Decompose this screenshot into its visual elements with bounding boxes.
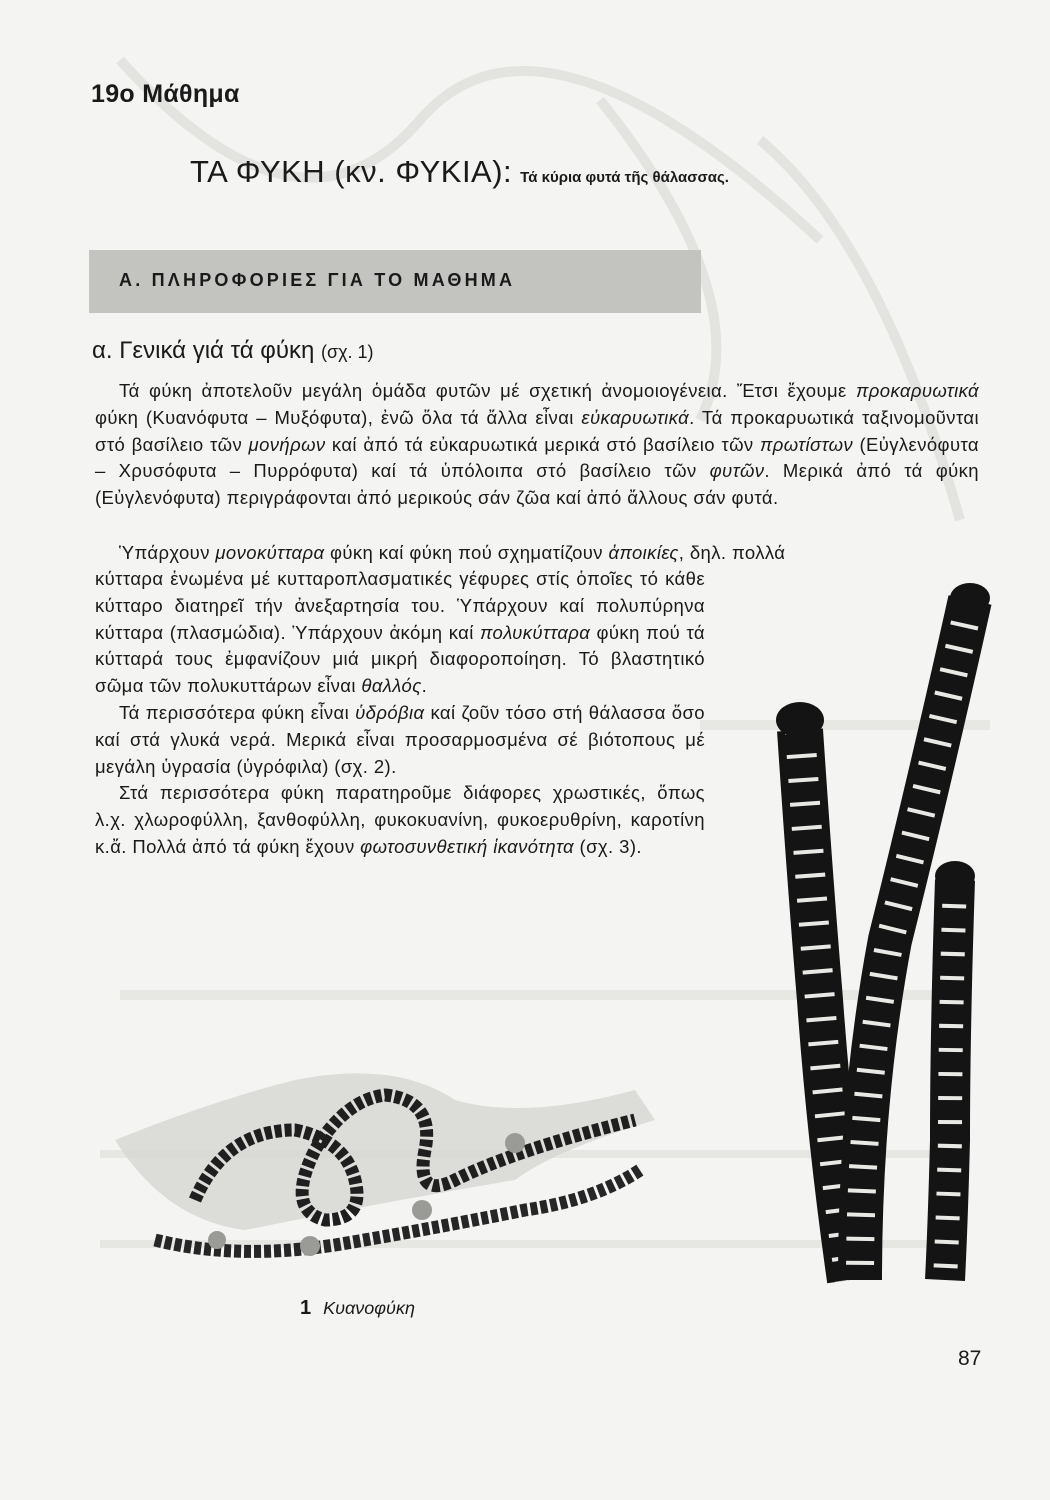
paragraph-2-first-line: [95, 540, 979, 567]
p1-term-monera: μονήρων: [248, 433, 326, 455]
p4-term-photosynthetic: φωτοσυνθετική ἱκανότητα: [360, 835, 575, 857]
title-main: ΤΑ ΦΥΚΗ (κν. ΦΥΚΙΑ):: [190, 154, 513, 189]
p1-term-eukaryotic: εὐκαρυωτικά: [581, 406, 690, 428]
paragraph-1: [95, 378, 979, 512]
lesson-number: 19ο Μάθημα: [91, 80, 240, 108]
cyanobacteria-illustration-filaments: [700, 580, 1000, 1300]
p4-text-1: Στά περισσότερα φύκη παρατηροῦμε διάφορες χρωστικές, ὅπως λ.χ. χλωροφύλλη, ξανθοφύλλη, φυκοκυανίνη, φυκοερυθρίνη, καροτίνη κ.ἄ. Πολλά ἀπό τά φύκη ἔχουν: [95, 782, 705, 857]
p2b-text-1: κύτταρα ἑνωμένα μέ κυτταροπλασματικές γέφυρες στίς ὁποῖες τό κάθε κύτταρο διατηρεῖ τήν ἀνεξαρτησία του. Ὑπάρχουν καί πολυπύρηνα κύτταρα (πλασμώδια). Ὑπάρχουν ἀκόμη καί: [95, 568, 705, 643]
paragraphs-column: [95, 566, 705, 861]
paragraph-4: [95, 780, 705, 860]
p1-text-5: (Εὐγλενόφυτα – Χρυσόφυτα – Πυρρόφυτα) καί τά ὑπόλοιπα στό βασίλειο τῶν: [95, 433, 980, 482]
p2b-term-multicellular: πολυκύτταρα: [480, 621, 591, 643]
p4-text-2: (σχ. 3).: [574, 835, 642, 857]
p1-text-4: καί ἀπό τά εὐκαρυωτικά μερικά στό βασίλειο τῶν: [325, 433, 760, 455]
page-number: 87: [958, 1347, 982, 1370]
subsection-figure-ref: (σχ. 1): [320, 342, 374, 362]
section-header-box: [89, 250, 701, 313]
subsection-title: α. Γενικά γιά τά φύκη: [92, 337, 315, 364]
paragraph-3: [95, 700, 705, 780]
p1-term-protista: πρωτίστων: [759, 433, 854, 455]
p2b-text-2: φύκη πού τά κύτταρά τους ἐμφανίζουν μιά μικρή διαφοροποίηση. Τό βλαστητικό σῶμα τῶν πολυκυττάρων εἶναι: [95, 621, 705, 697]
p2-text-2: φύκη καί φύκη πού σχηματίζουν: [324, 542, 609, 563]
page-title: [190, 154, 729, 190]
paragraph-2-continued: [95, 566, 705, 700]
p1-text-2: φύκη (Κυανόφυτα – Μυξόφυτα), ἐνῶ ὅλα τά ἄλλα εἶναι: [95, 406, 582, 428]
p2-term-colonies: ἀποικίες: [608, 542, 679, 563]
p1-term-prokaryotic: προκαρυωτικά: [855, 380, 979, 401]
p2-text-3: , δηλ. πολλά: [678, 542, 786, 563]
figure-caption: [300, 1297, 415, 1320]
p1-term-plants: φυτῶν: [709, 460, 765, 482]
p1-text-1: Τά φύκη ἀποτελοῦν μεγάλη ὁμάδα φυτῶν μέ σχετική ἀνομοιογένεια. Ἔτσι ἔχουμε: [119, 380, 856, 401]
section-header: Α. ΠΛΗΡΟΦΟΡΙΕΣ ΓΙΑ ΤΟ ΜΑΘΗΜΑ: [119, 270, 516, 290]
p2-text-1: Ὑπάρχουν: [119, 542, 216, 563]
subsection-heading: [92, 337, 374, 365]
cyanobacteria-illustration-coiled: [95, 1060, 655, 1280]
figure-caption-text: Κυανοφύκη: [323, 1298, 415, 1318]
p2-term-unicellular: μονοκύτταρα: [215, 542, 325, 563]
p1-text-6: . Μερικά ἀπό τά φύκη (Εὐγλενόφυτα) περιγράφονται ἀπό μερικούς σάν ζῶα καί ἀπό ἄλλους σάν φυτά.: [95, 460, 979, 509]
title-subtitle: Τά κύρια φυτά τῆς θάλασσας.: [520, 169, 729, 186]
p2b-text-3: .: [421, 675, 428, 697]
p1-text-3: . Τά προκαρυωτικά ταξινομοῦνται στό βασίλειο τῶν: [95, 406, 979, 455]
p2b-term-thallus: θαλλός: [361, 675, 422, 697]
p3-text-2: καί ζοῦν τόσο στή θάλασσα ὅσο καί στά γλυκά νερά. Μερικά εἶναι προσαρμοσμένα σέ βιότοπους μέ μεγάλη ὑγρασία (ὑγρόφιλα) (σχ. 2).: [95, 701, 705, 777]
p3-term-aquatic: ὑδρόβια: [355, 701, 425, 723]
p3-text-1: Τά περισσότερα φύκη εἶναι: [119, 701, 356, 723]
figure-number: 1: [300, 1297, 312, 1319]
